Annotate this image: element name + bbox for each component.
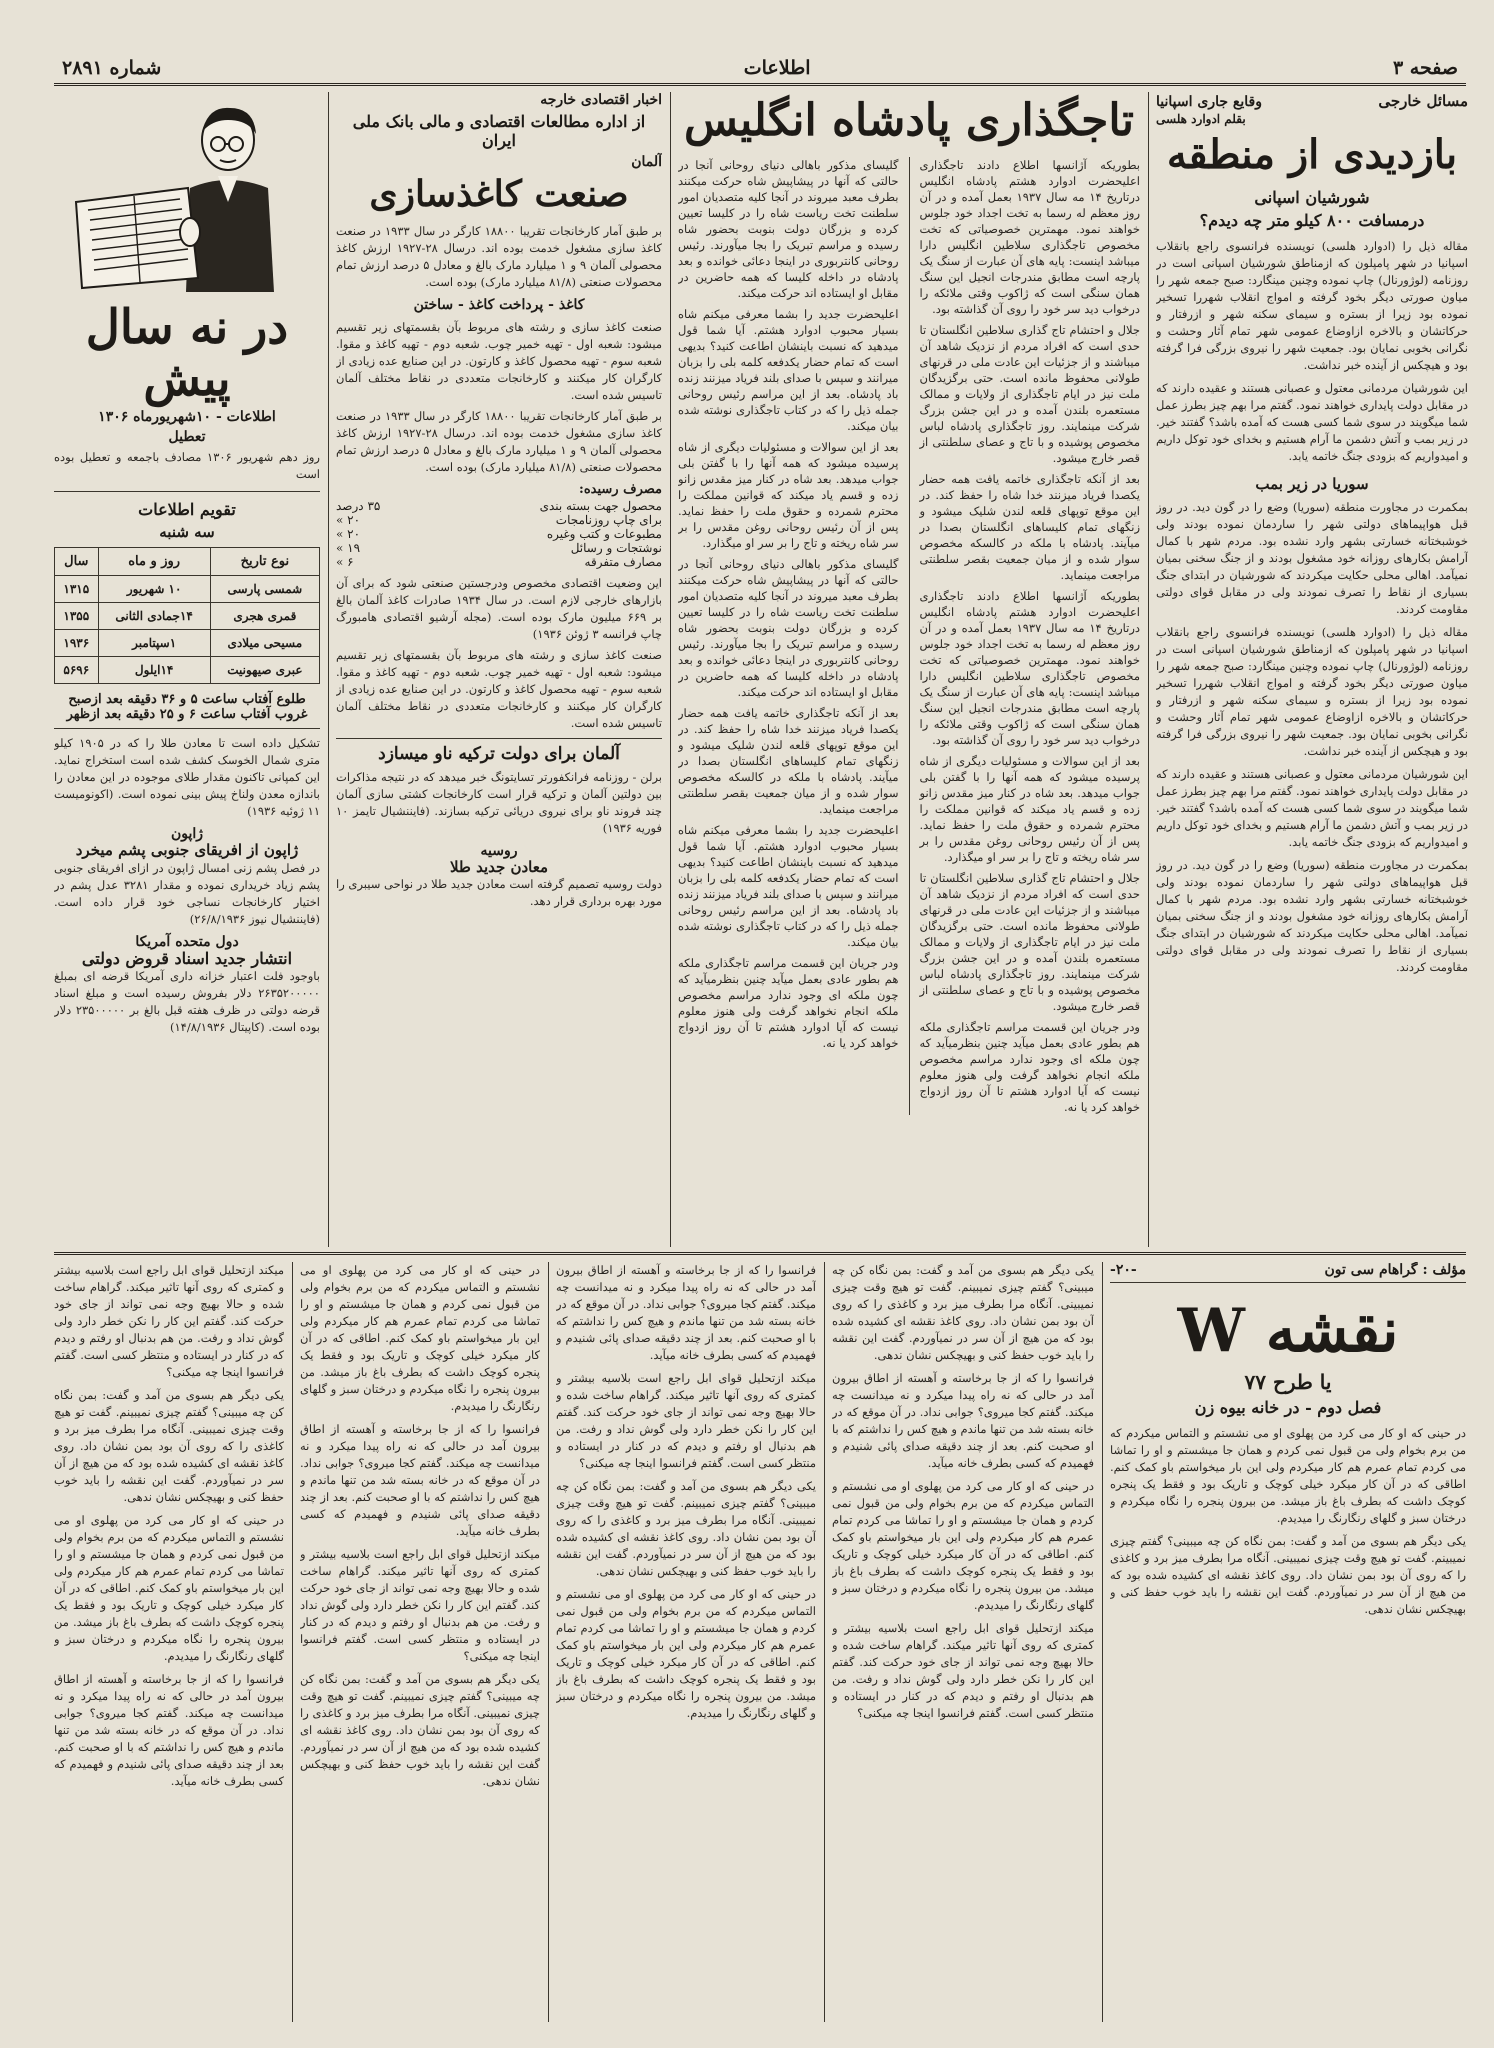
section-kicker: اخبار اقتصادی خارجه — [540, 92, 662, 108]
row-value: ۶ » — [336, 555, 354, 570]
row-label: مصارف متفرقه — [584, 555, 662, 570]
article-body: بمکمرت در مجاورت منطقه (سوریا) وضع را در گون دید. در روز قبل هواپیماهای دولتی شهر را ساردمان نموده بودند ولی خوشبختانه خسارتی بشهر وارد نشده بود. مردم شهر با کمال آرامش بکارهای روزانه خود مشغول بودند و از جنگ سخنی بمیان نمیآمد. اهالی محلی حکایت میکردند که شورشیان در ابتدای جنگ بسیاری از نقاط را تصرف نمودند ولی در مقابل قوای دولتی مقاومت کردند. — [1156, 500, 1468, 616]
serial-page-number: -۲۰- — [1110, 1262, 1137, 1278]
serial-body: یکی دیگر هم بسوی من آمد و گفت: بمن نگاه کن چه میبینی؟ گفتم چیزی نمیبینم. گفت تو هیچ وقت چیزی نمیبینی. آنگاه مرا بطرف میز برد و کاغذی را که روی آن بود بمن نشان داد. روی کاغذ نقشه ای کشیده شده بود که من هیچ از آن سر در نمیآوردم. گفت این نقشه را باید خوب حفظ کنی و بهیچکس نشان ندهی. — [54, 1388, 284, 1504]
article-body: اعلیحضرت جدید را بشما معرفی میکنم شاه بسیار محبوب ادوارد هشتم. آیا شما قول میدهید که نسبت باینشان اطاعت کنید؟ بدیهی است که تمام حضار یکدفعه کلمه بلی را بزبان میرانند و سپس با صدای بلند فریاد میزنند زنده باد پادشاه. بعد از این مراسم رئیس روحانی جمله ذیل را که در کتاب تاجگذاری نوشته شده بیان میکند. — [678, 306, 899, 433]
table-cell: عبری صیهونیت — [210, 657, 319, 684]
table-cell: مسیحی میلادی — [210, 630, 319, 657]
spain-article — [1156, 92, 1468, 1242]
dateline: اطلاعات - ۱۰شهریورماه ۱۳۰۶ — [98, 409, 276, 426]
serial-body: در حینی که او کار می کرد من پهلوی او می نشستم و التماس میکردم که من برم بخوام ولی من قبول نمی کردم و همان جا میشستم و او را تماشا می کردم تمام عمرم هم کار میکردم ولی این بار میخواستم باو کمک کنم. اطاقی که در آن کار میکرد خیلی کوچک و تاریک بود و فقط یک پنجره کوچک داشت که بطرف باغ باز میشد. من بیرون پنجره را نگاه میکردم و درختان سبز و گلهای رنگارنگ را میدیدم. — [556, 1587, 816, 1720]
country-label: روسیه — [480, 842, 518, 859]
serial-body: فرانسوا را که از جا برخاسته و آهسته از اطاق بیرون آمد در حالی که نه راه پیدا میکرد و نه میدانست چه میکند. گفتم کجا میروی؟ جوابی نداد. در آن موقع که در خانه بسته شد من تنها ماندم و هیچ کس را نداشتم که با او صحبت کنم. بعد از چند دقیقه صدای پائی شنیدم و فهمیدم که کسی بطرف خانه میآید. — [556, 1263, 816, 1362]
serial-body: در حینی که او کار می کرد من پهلوی او می نشستم و التماس میکردم که من برم بخوام ولی من قبول نمی کردم و همان جا میشستم و او را تماشا می کردم تمام عمرم هم کار میکردم ولی این بار میخواستم باو کمک کنم. اطاقی که در آن کار میکرد خیلی کوچک و تاریک بود و فقط یک پنجره کوچک داشت که بطرف باغ باز میشد. من بیرون پنجره را نگاه میکردم و درختان سبز و گلهای رنگارنگ را میدیدم. — [54, 1513, 284, 1663]
article-headline: انتشار جدید اسناد قروض دولتی — [81, 948, 293, 968]
sunset-time: غروب آفتاب ساعت ۶ و ۲۵ دقیقه بعد ازظهر — [66, 707, 308, 723]
serial-body: یکی دیگر هم بسوی من آمد و گفت: بمن نگاه کن چه میبینی؟ گفتم چیزی نمیبینم. گفت تو هیچ وقت چیزی نمیبینی. آنگاه مرا بطرف میز برد و کاغذی را که روی آن بود بمن نشان داد. روی کاغذ نقشه ای کشیده شده بود که من هیچ از آن سر در نمیآوردم. گفت این نقشه را باید خوب حفظ کنی و بهیچکس نشان ندهی. — [556, 1479, 816, 1578]
serial-title-column — [1110, 1262, 1466, 2022]
column-rule — [328, 92, 329, 1247]
article-body: برلن - روزنامه فرانکفورتر تسایتونگ خبر میدهد که در نتیجه مذاکرات بین دولتین آلمان و ترکیه قرار است کارخانجات کشتی سازی آلمان چند فروند ناو برای نیروی دریائی ترکیه بسازند. (فایننشیال تایمز ۱۰ فوریه ۱۹۳۶) — [336, 769, 662, 835]
table-row — [336, 513, 662, 527]
serial-body: در حینی که او کار می کرد من پهلوی او می نشستم و التماس میکردم که من برم بخوام ولی من قبول نمی کردم و همان جا میشستم و او را تماشا می کردم تمام عمرم هم کار میکردم ولی این بار میخواستم باو کمک کنم. اطاقی که در آن کار میکرد خیلی کوچک و تاریک بود و فقط یک پنجره کوچک داشت که بطرف باغ باز میشد. من بیرون پنجره را نگاه میکردم و درختان سبز و گلهای رنگارنگ را میدیدم. — [300, 1263, 540, 1413]
article-body: این شورشیان مردمانی معتول و عصبانی هستند و عقیده دارند که در مقابل دولت پایداری خواهند نمود. گفتم مرا بهم چیز بطرز عمل شما میگویند در سوی شما کسی هست که آمده باشد؟ گفتند خیر. در زیر بمب و آتش دشمن ما آرام هستیم و بخدای خود توکل داریم و امیدواریم که بزودی جنگ خاتمه یابد. — [1156, 381, 1468, 463]
serial-body: فرانسوا را که از جا برخاسته و آهسته از اطاق بیرون آمد در حالی که نه راه پیدا میکرد و نه میدانست چه میکند. گفتم کجا میروی؟ جوابی نداد. در آن موقع که در خانه بسته شد من تنها ماندم و هیچ کس را نداشتم که با او صحبت کنم. بعد از چند دقیقه صدای پائی شنیدم و فهمیدم که کسی بطرف خانه میآید. — [54, 1672, 284, 1788]
article-body: بمکمرت در مجاورت منطقه (سوریا) وضع را در گون دید. در روز قبل هواپیماهای دولتی شهر را ساردمان نموده بودند ولی خوشبختانه خسارتی بشهر وارد نشده بود. مردم شهر با کمال آرامش بکارهای روزانه خود مشغول بودند و از جنگ سخنی بمیان نمیآمد. اهالی محلی حکایت میکردند که شورشیان در ابتدای جنگ بسیاری از نقاط را تصرف نمودند ولی در مقابل قوای دولتی مقاومت کردند. — [1156, 858, 1468, 974]
column-rule — [1148, 92, 1149, 1247]
article-headline: بازدیدی از منطقه — [1166, 131, 1458, 178]
serial-author: مؤلف : گراهام سی تون — [1324, 1262, 1466, 1278]
article-headline: تاجگذاری پادشاه انگلیس — [683, 95, 1135, 146]
article-body: گلیسای مذکور باهالی دنیای روحانی آنجا در حالتی که آنها در پیشاپیش شاه حرکت میکنند بطرف معبد میروند در آنجا کلیه متصدیان امور سلطنت تخت ریاست شاه را در کلیسا تعیین کرده و بزرگان دولت بنوبت بحضور شاه رسیده و مراسم تبریک را بجا میآورند. رئیس روحانی کانتربوری در اینجا دعائی خوانده و بعد پادشاه در داخله کلیسا که همه حاضرین در مقابل او ایستاده اند حرکت میکند. — [678, 157, 899, 300]
article-body: بعد از آنکه تاجگذاری خاتمه یافت همه حضار یکصدا فریاد میزنند خدا شاه را حفظ کند. در این موقع توپهای قلعه لندن شلیک میشود و زنگهای تمام کلیساهای انگلستان بصدا در میآیند. پادشاه با ملکه در کالسکه مخصوص سوار شده و از میان جمعیت بقصر سلطنتی مراجعت مینماید. — [919, 471, 1140, 582]
page-number: صفحه ۳ — [1392, 56, 1458, 79]
table-row — [336, 527, 662, 541]
article-body: دولت روسیه تصمیم گرفته است معادن جدید طلا در نواحی سیبری را مورد بهره برداری قرار دهد. — [336, 877, 662, 909]
table-cell: شمسی پارسی — [210, 576, 319, 603]
table-row — [55, 657, 320, 684]
article-body: این شورشیان مردمانی معتول و عصبانی هستند و عقیده دارند که در مقابل دولت پایداری خواهند نمود. گفتم مرا بهم چیز بطرز عمل شما میگویند در سوی شما کسی هست که آمده باشد؟ گفتند خیر. در زیر بمب و آتش دشمن ما آرام هستیم و بخدای خود توکل داریم و امیدواریم که بزودی جنگ خاتمه یابد. — [1156, 767, 1468, 849]
table-row — [336, 499, 662, 513]
column-header: نوع تاریخ — [210, 548, 319, 576]
table-header-row — [55, 548, 320, 576]
row-label: برای چاپ روزنامجات — [555, 513, 662, 528]
serial-title: نقشه W — [1177, 1296, 1399, 1366]
country-label: دول متحده آمریکا — [135, 933, 239, 950]
row-value: ۳۵ درصد — [336, 499, 381, 514]
serial-column — [54, 1262, 284, 2022]
calendar-title: تقویم اطلاعات — [138, 500, 236, 520]
article-body: ودر جریان این قسمت مراسم تاجگذاری ملکه هم بطور عادی بعمل میآید چنین بنظرمیآید که چون ملکه ای وجود ندارد مراسم مخصوص ملکه انجام نخواهد گرفت ولی هنوز معلوم نیست که آیا ادوارد هشتم تا آن روز ازدواج خواهد کرد یا نه. — [919, 1019, 1140, 1114]
table-heading: مصرف رسیده: — [579, 482, 662, 498]
divider — [54, 728, 320, 729]
left-column — [54, 92, 320, 1242]
table-cell: ۱۴ایلول — [98, 657, 210, 684]
row-value: ۱۹ » — [336, 541, 361, 556]
table-row — [336, 541, 662, 555]
article-body: بعد از این سوالات و مسئولیات دیگری از شاه پرسیده میشود که همه آنها را با گفتن بلی جواب میدهد. بعد شاه در کنار میز مقدس زانو زده و قسم یاد میکند که قوانین مملکت را محترم شمرده و حقوق ملت را حفظ نماید. پس از آن رئیس روحانی روغن مقدس را بر سر شاه ریخته و تاج را بر سر او میگذارد. — [919, 753, 1140, 864]
article-body: بطوریکه آژانسها اطلاع دادند تاجگذاری اعلیحضرت ادوارد هشتم پادشاه انگلیس درتاریخ ۱۴ مه سال ۱۹۳۷ بعمل آمده و در آن روز معظم له رسما به تخت اجداد خود جلوس خواهند نمود. مهمترین خصوصیاتی که تخت مخصوص تاجگذاری سلاطین انگلیس دارا میباشد اینست: پایه های آن عبارت از سنگ یک پارچه است مطابق مندرجات انجیل این سنگ همان سنگی است که ژاکوب وقتی ملائکه را درخواب دید سر خود را روی آن گذاشته بود. — [919, 588, 1140, 747]
nine-years-ago-banner: در نه سال پیش — [85, 300, 289, 407]
article-body: گلیسای مذکور باهالی دنیای روحانی آنجا در حالتی که آنها در پیشاپیش شاه حرکت میکنند بطرف معبد میروند در آنجا کلیه متصدیان امور سلطنت تخت ریاست شاه را در کلیسا تعیین کرده و بزرگان دولت بنوبت بحضور شاه رسیده و مراسم تبریک را بجا میآورند. رئیس روحانی کانتربوری در اینجا دعائی خوانده و بعد پادشاه در داخله کلیسا که همه حاضرین در مقابل او ایستاده اند حرکت میکند. — [678, 556, 899, 699]
table-cell: ۱۴جمادی الثانی — [98, 603, 210, 630]
issue-number: شماره ۲۸۹۱ — [62, 56, 162, 79]
sunrise-time: طلوع آفتاب ساعت ۵ و ۳۶ دقیقه بعد ازصبح — [68, 692, 306, 708]
table-row — [55, 603, 320, 630]
country-label: ژاپون — [170, 826, 204, 843]
article-body: مقاله ذیل را (ادوارد هلسی) نویسنده فرانسوی راجع بانقلاب اسپانیا در شهر پامپلون که ازمناطق شورشیان اسپانی است در روزنامه (لوژورنال) چاپ نموده وچنین مینگارد: صبح جمعه شهر را میاون صورتی دیگر بخود گرفته و امواج انقلاب شهررا تسخیر نموده بود زیرا از بستره و سیمای سکنه شهر و ازرفتار و حرکاتشان و بالاخره ازاوضاع عمومی شهر تمام آثار وحشت و نگرانی بخوبی نمایان بود. جمعیت شهر را نیروی بزرگی فرا گرفته بود و هیچکس از آینده خبر نداشت. — [1156, 625, 1468, 758]
article-body: صنعت کاغذ سازی و رشته های مربوط بآن بقسمتهای زیر تقسیم میشود: شعبه اول - تهیه خمیر چوب. شعبه دوم - تهیه کاغذ و مقوا. شعبه سوم - تهیه محصول کاغذ و کارتون. در این صنایع عده زیادی از کارگران کار میکنند و کارخانجات متعددی در نقاط مختلف آلمان تاسیس شده است. — [336, 320, 662, 403]
article-body: جلال و احتشام تاج گذاری سلاطین انگلستان تا حدی است که افراد مردم از نزدیک شاهد آن میباشند و از جزئیات این عادت ملی در قرنهای طولانی محفوظ مانده است. حتی برگزیدگان ملت نیز در ایام تاجگذاری از ولایات و ممالک مستعمره بلندن آمده و در این جشن بزرگ شرکت مینمایند. روز تاجگذاری پادشاه لباس مخصوص پوشیده و با تاج و عصای سلطنتی از قصر خارج میشود. — [919, 870, 1140, 1013]
article-body: بطوریکه آژانسها اطلاع دادند تاجگذاری اعلیحضرت ادوارد هشتم پادشاه انگلیس درتاریخ ۱۴ مه سال ۱۹۳۷ بعمل آمده و در آن روز معظم له رسما به تخت اجداد خود جلوس خواهند نمود. مهمترین خصوصیاتی که تخت مخصوص تاجگذاری سلاطین انگلیس دارا میباشد اینست: پایه های آن عبارت از سنگ یک پارچه است مطابق مندرجات انجیل این سنگ همان سنگی است که ژاکوب وقتی ملائکه را درخواب دید سر خود را روی آن گذاشته بود. — [919, 157, 1140, 316]
article-headline: صنعت کاغذسازی — [369, 173, 629, 215]
serial-body: میکند ازتحلیل قوای ابل راجع است بلاسیه بیشتر و کمتری که روی آنها تاثیر میکند. گراهام ساخت شده و حالا بهیچ وجه نمی تواند از جای خود حرکت کند. گفتم این کار را نکن خطر دارد ولی گوش نداد و رفت. من هم بدنبال او رفتم و دیدم که در کنار در ایستاده و منتظر کسی است. گفتم فرانسوا اینجا چه میکنی؟ — [556, 1371, 816, 1470]
table-cell: ۵۶۹۶ — [55, 657, 99, 684]
article-body: اعلیحضرت جدید را بشما معرفی میکنم شاه بسیار محبوب ادوارد هشتم. آیا شما قول میدهید که نسبت باینشان اطاعت کنید؟ بدیهی است که تمام حضار یکدفعه کلمه بلی را بزبان میرانند و سپس با صدای بلند فریاد میزنند زنده باد پادشاه. بعد از این مراسم رئیس روحانی جمله ذیل را که در کتاب تاجگذاری نوشته شده بیان میکند. — [678, 822, 899, 949]
column-rule — [292, 1262, 293, 2022]
article-body: مقاله ذیل را (ادوارد هلسی) نویسنده فرانسوی راجع بانقلاب اسپانیا در شهر پامپلون که ازمناطق شورشیان اسپانی است در روزنامه (لوژورنال) چاپ نموده وچنین مینگارد: صبح جمعه شهر را میاون صورتی دیگر بخود گرفته و امواج انقلاب شهررا تسخیر نموده بود زیرا از بستره و سیمای سکنه شهر و ازرفتار و حرکاتشان و بالاخره ازاوضاع عمومی شهر تمام آثار وحشت و نگرانی بخوبی نمایان بود. جمعیت شهر را نیروی بزرگی فرا گرفته بود و هیچکس از آینده خبر نداشت. — [1156, 239, 1468, 372]
article-headline: ژاپون از افریقای جنوبی پشم میخرد — [75, 841, 299, 860]
table-cell: قمری هجری — [210, 603, 319, 630]
article-body: تشکیل داده است تا معادن طلا را که در ۱۹۰۵ کیلو متری شمال الخوسک کشف شده است استخراج نماید. این کمپانی تاکنون مقدار طلای موجوده در این معادن را باندازه معدن ولناخ پیش بینی نموده است. (اکونومیست ۱۱ ژوئیه ۱۹۳۶) — [54, 736, 320, 819]
calendar-table — [54, 547, 320, 684]
article-body: جلال و احتشام تاج گذاری سلاطین انگلستان تا حدی است که افراد مردم از نزدیک شاهد آن میباشند و از جزئیات این عادت ملی در قرنهای طولانی محفوظ مانده است. حتی برگزیدگان ملت نیز در ایام تاجگذاری از ولایات و ممالک مستعمره بلندن آمده و در این جشن بزرگ شرکت مینمایند. روز تاجگذاری پادشاه لباس مخصوص پوشیده و با تاج و عصای سلطنتی از قصر خارج میشود. — [919, 322, 1140, 465]
serial-body: در حینی که او کار می کرد من پهلوی او می نشستم و التماس میکردم که من برم بخوام ولی من قبول نمی کردم و همان جا میشستم و او را تماشا می کردم تمام عمرم هم کار میکردم ولی این بار میخواستم باو کمک کنم. اطاقی که در آن کار میکرد خیلی کوچک و تاریک بود و فقط یک پنجره کوچک داشت که بطرف باغ باز میشد. من بیرون پنجره را نگاه میکردم و درختان سبز و گلهای رنگارنگ را میدیدم. — [1110, 1426, 1466, 1525]
row-value: ۲۰ » — [336, 513, 361, 528]
article-headline: معادن جدید طلا — [449, 857, 549, 876]
country-label: آلمان — [631, 154, 662, 170]
serial-part: یا طرح ۷۷ — [1244, 1370, 1332, 1394]
section-subheading: تعطیل — [168, 429, 206, 446]
row-label: محصول جهت بسته بندی — [539, 499, 662, 514]
serial-body: میکند ازتحلیل قوای ابل راجع است بلاسیه بیشتر و کمتری که روی آنها تاثیر میکند. گراهام ساخت شده و حالا بهیچ وجه نمی تواند از جای خود حرکت کند. گفتم این کار را نکن خطر دارد ولی گوش نداد و رفت. من هم بدنبال او رفتم و دیدم که در کنار در ایستاده و منتظر کسی است. گفتم فرانسوا اینجا چه میکنی؟ — [832, 1621, 1094, 1720]
column-rule — [909, 157, 910, 1115]
serial-body: در حینی که او کار می کرد من پهلوی او می نشستم و التماس میکردم که من برم بخوام ولی من قبول نمی کردم و همان جا میشستم و او را تماشا می کردم تمام عمرم هم کار میکردم ولی این بار میخواستم باو کمک کنم. اطاقی که در آن کار میکرد خیلی کوچک و تاریک بود و فقط یک پنجره کوچک داشت که بطرف باغ باز میشد. من بیرون پنجره را نگاه میکردم و درختان سبز و گلهای رنگارنگ را میدیدم. — [832, 1479, 1094, 1612]
column-rule — [548, 1262, 549, 2022]
serial-body: میکند ازتحلیل قوای ابل راجع است بلاسیه بیشتر و کمتری که روی آنها تاثیر میکند. گراهام ساخت شده و حالا بهیچ وجه نمی تواند از جای خود حرکت کند. گفتم این کار را نکن خطر دارد ولی گوش نداد و رفت. من هم بدنبال او رفتم و دیدم که در کنار در ایستاده و منتظر کسی است. گفتم فرانسوا اینجا چه میکنی؟ — [300, 1547, 540, 1663]
article-body: باوجود فلت اعتبار خزانه داری آمریکا قرضه ای بمبلغ ۲۶۳۵۲۰۰۰۰۰ دلار بفروش رسیده است و مبلغ اسناد قرضه دولتی در ظرف هفته قبل بالغ بر ۲۳۵۰۰۰۰۰ دلار بوده است. (کاپیتال ۱۴/۸/۱۹۳۶) — [54, 969, 320, 1035]
serial-column — [832, 1262, 1094, 2022]
article-body: این وضعیت اقتصادی مخصوص ودرجستین صنعتی شود که برای آن بازارهای خارجی لازم است. در سال ۱۹۳۴ صادرات کاغذ آلمان بالغ بر ۶۶۹ میلیون مارک بوده است. (مجله آرشیو اقتصادی هامبورگ چاپ فرانسه ۳ ژوئن ۱۹۳۶) — [336, 576, 662, 642]
article-body: ودر جریان این قسمت مراسم تاجگذاری ملکه هم بطور عادی بعمل میآید چنین بنظرمیآید که چون ملکه ای وجود ندارد مراسم مخصوص ملکه انجام نخواهد گرفت ولی هنوز معلوم نیست که آیا ادوارد هشتم تا آن روز ازدواج خواهد کرد یا نه. — [678, 955, 899, 1050]
coronation-article — [678, 92, 1140, 1242]
table-cell: ۱سپتامبر — [98, 630, 210, 657]
column-header: سال — [55, 548, 99, 576]
newspaper-name: اطلاعات — [743, 56, 811, 79]
divider — [336, 738, 662, 739]
article-column — [920, 157, 1141, 1115]
article-subheading: سوریا در زیر بمب — [1255, 475, 1369, 493]
page-header — [54, 52, 1466, 86]
serial-body: یکی دیگر هم بسوی من آمد و گفت: بمن نگاه کن چه میبینی؟ گفتم چیزی نمیبینم. گفت تو هیچ وقت چیزی نمیبینی. آنگاه مرا بطرف میز برد و کاغذی را که روی آن بود بمن نشان داد. روی کاغذ نقشه ای کشیده شده بود که من هیچ از آن سر در نمیآوردم. گفت این نقشه را باید خوب حفظ کنی و بهیچکس نشان ندهی. — [300, 1672, 540, 1788]
article-body: روز دهم شهریور ۱۳۰۶ مصادف باجمعه و تعطیل بوده است — [54, 450, 320, 482]
article-headline: آلمان برای دولت ترکیه ناو میسازد — [378, 744, 620, 765]
article-body: بعد از این سوالات و مسئولیات دیگری از شاه پرسیده میشود که همه آنها را با گفتن بلی جواب میدهد. بعد شاه در کنار میز مقدس زانو زده و قسم یاد میکند که قوانین مملکت را محترم شمرده و حقوق ملت را حفظ نماید. پس از آن رئیس روحانی روغن مقدس را بر سر شاه ریخته و تاج را بر سر او میگذارد. — [678, 439, 899, 550]
article-body: صنعت کاغذ سازی و رشته های مربوط بآن بقسمتهای زیر تقسیم میشود: شعبه اول - تهیه خمیر چوب. شعبه دوم - تهیه کاغذ و مقوا. شعبه سوم - تهیه محصول کاغذ و کارتون. در این صنایع عده زیادی از کارگران کار میکنند و کارخانجات متعددی در نقاط مختلف آلمان تاسیس شده است. — [336, 648, 662, 731]
usage-table — [336, 499, 662, 569]
section-divider — [54, 1252, 1466, 1255]
table-row — [336, 555, 662, 569]
section-kicker: مسائل خارجی — [1378, 92, 1468, 110]
divider — [54, 491, 320, 492]
serial-chapter: فصل دوم - در خانه بیوه زن — [1194, 1398, 1382, 1417]
serial-column — [556, 1262, 816, 2022]
table-row — [55, 576, 320, 603]
article-subtitle: شورشیان اسپانی — [1254, 188, 1370, 207]
source-line: از اداره مطالعات اقتصادی و مالی بانک ملی ایران — [352, 112, 646, 150]
article-subheading: کاغذ - پرداخت کاغذ - ساختن — [413, 297, 585, 314]
reader-cartoon — [68, 92, 306, 292]
table-cell: ۱۹۳۶ — [55, 630, 99, 657]
article-body: بر طبق آمار کارخانجات تقریبا ۱۸۸۰۰ کارگر در سال ۱۹۳۳ در صنعت کاغذ سازی مشغول خدمت بوده اند. درسال ۲۸-۱۹۲۷ ارزش کاغذ محصولی آلمان ۹ و ۱ میلیارد مارک بالغ و معادل ۵ درصد ارزش تمام محصولات صنعتی (۸۱/۸ میلیارد مارک) بوده است. — [336, 224, 662, 290]
byline: بقلم ادوارد هلسی — [1156, 112, 1246, 126]
serial-body: فرانسوا را که از جا برخاسته و آهسته از اطاق بیرون آمد در حالی که نه راه پیدا میکرد و نه میدانست چه میکند. گفتم کجا میروی؟ جوابی نداد. در آن موقع که در خانه بسته شد من تنها ماندم و هیچ کس را نداشتم که با او صحبت کنم. بعد از چند دقیقه صدای پائی شنیدم و فهمیدم که کسی بطرف خانه میآید. — [300, 1422, 540, 1538]
row-value: ۲۰ » — [336, 527, 361, 542]
row-label: مطبوعات و کتب وغیره — [546, 527, 662, 542]
column-rule — [824, 1262, 825, 2022]
article-body: بعد از آنکه تاجگذاری خاتمه یافت همه حضار یکصدا فریاد میزنند خدا شاه را حفظ کند. در این موقع توپهای قلعه لندن شلیک میشود و زنگهای تمام کلیساهای انگلستان بصدا در میآیند. پادشاه با ملکه در کالسکه مخصوص سوار شده و از میان جمعیت بقصر سلطنتی مراجعت مینماید. — [678, 705, 899, 816]
article-body: در فصل پشم زنی امسال ژاپون در ازای افریقای جنوبی پشم زیاد خریداری نموده و مقدار ۳۲۸۱ عدل پشم در اختیار کارخانجات نساجی خود قرار داده است. (فایننشیال نیوز ۲۶/۸/۱۹۳۶) — [54, 860, 320, 926]
column-rule — [1102, 1262, 1103, 2022]
row-label: نوشتجات و رسائل — [570, 541, 662, 556]
table-cell: ۱۳۵۵ — [55, 603, 99, 630]
article-kicker: وقایع جاری اسپانیا — [1156, 94, 1262, 110]
table-row — [55, 630, 320, 657]
economy-column — [336, 92, 662, 1242]
column-header: روز و ماه — [98, 548, 210, 576]
man-reading-newspaper-icon — [68, 92, 306, 292]
calendar-day: سه شنبه — [159, 523, 215, 542]
serial-body: میکند ازتحلیل قوای ابل راجع است بلاسیه بیشتر و کمتری که روی آنها تاثیر میکند. گراهام ساخت شده و حالا بهیچ وجه نمی تواند از جای خود حرکت کند. گفتم این کار را نکن خطر دارد ولی گوش نداد و رفت. من هم بدنبال او رفتم و دیدم که در کنار در ایستاده و منتظر کسی است. گفتم فرانسوا اینجا چه میکنی؟ — [54, 1263, 284, 1379]
article-column — [678, 157, 899, 1115]
serial-column — [300, 1262, 540, 2022]
article-body: بر طبق آمار کارخانجات تقریبا ۱۸۸۰۰ کارگر در سال ۱۹۳۳ در صنعت کاغذ سازی مشغول خدمت بوده اند. درسال ۲۸-۱۹۲۷ ارزش کاغذ محصولی آلمان ۹ و ۱ میلیارد مارک بالغ و معادل ۵ درصد ارزش تمام محصولات صنعتی (۸۱/۸ میلیارد مارک) بوده است. — [336, 409, 662, 475]
table-cell: ۱۰ شهریور — [98, 576, 210, 603]
serial-body: یکی دیگر هم بسوی من آمد و گفت: بمن نگاه کن چه میبینی؟ گفتم چیزی نمیبینم. گفت تو هیچ وقت چیزی نمیبینی. آنگاه مرا بطرف میز برد و کاغذی را که روی آن بود بمن نشان داد. روی کاغذ نقشه ای کشیده شده بود که من هیچ از آن سر در نمیآوردم. گفت این نقشه را باید خوب حفظ کنی و بهیچکس نشان ندهی. — [832, 1263, 1094, 1362]
column-rule — [670, 92, 671, 1247]
serial-body: فرانسوا را که از جا برخاسته و آهسته از اطاق بیرون آمد در حالی که نه راه پیدا میکرد و نه میدانست چه میکند. گفتم کجا میروی؟ جوابی نداد. در آن موقع که در خانه بسته شد من تنها ماندم و هیچ کس را نداشتم که با او صحبت کنم. بعد از چند دقیقه صدای پائی شنیدم و فهمیدم که کسی بطرف خانه میآید. — [832, 1371, 1094, 1470]
serial-body: یکی دیگر هم بسوی من آمد و گفت: بمن نگاه کن چه میبینی؟ گفتم چیزی نمیبینم. گفت تو هیچ وقت چیزی نمیبینی. آنگاه مرا بطرف میز برد و کاغذی را که روی آن بود بمن نشان داد. روی کاغذ نقشه ای کشیده شده بود که من هیچ از آن سر در نمیآوردم. گفت این نقشه را باید خوب حفظ کنی و بهیچکس نشان ندهی. — [1110, 1534, 1466, 1616]
article-subtitle: درمسافت ۸۰۰ کیلو متر چه دیدم؟ — [1199, 211, 1425, 230]
table-cell: ۱۳۱۵ — [55, 576, 99, 603]
